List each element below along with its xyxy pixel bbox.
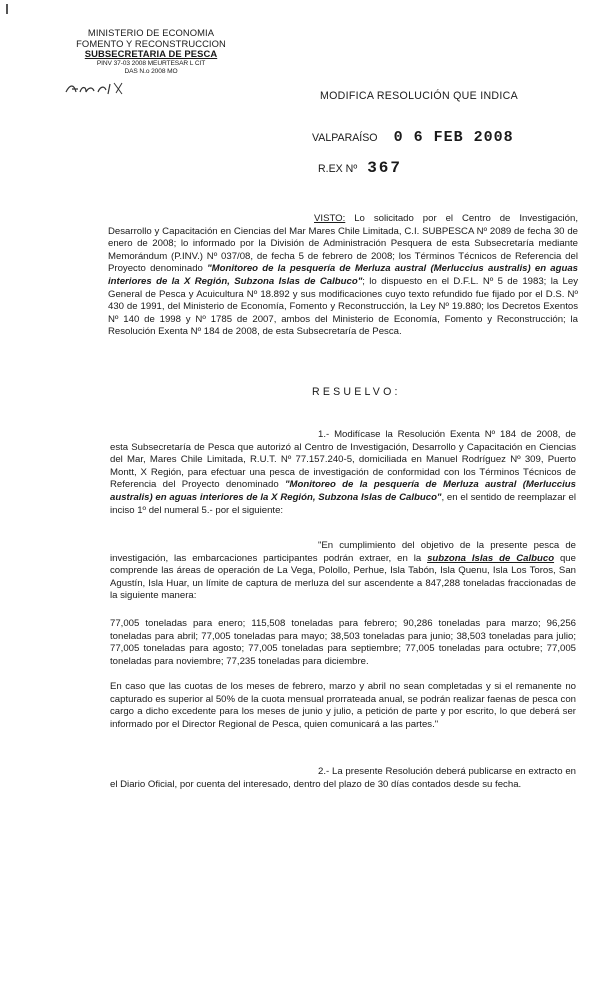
- article-2-paragraph: 2.- La presente Resolución deberá publicarse en extracto en el Diario Oficial, por cuenta del interesado, dentro del plazo de 30 días contados desde su fecha.: [110, 766, 576, 790]
- visto-text-2: ; lo dispuesto en el D.F.L. Nº 5 de 1983; la Ley General de Pesca y Acuicultura Nº 18.892 y sus modificaciones cuyo texto refundido fue fijado por el D.S. Nº 430 de 1991, del Ministerio de Economía, Fomento y Reconstrucción, la Ley Nº 19.880; los Decretos Exentos Nº 140 de 1998 y Nº 1785 de 2007, ambos del Ministerio de Economía, Fomento y Reconstrucción; la Resolución Exenta Nº 184 de 2008, de esta Subsecretaría de Pesca.: [108, 275, 578, 338]
- quote-1-subzone: subzona Islas de Calbuco: [427, 552, 555, 564]
- quote-paragraph-3: En caso que las cuotas de los meses de febrero, marzo y abril no sean completadas y si el remanente no capturado es superior al 50% de la cuota mensual prorrateada anual, se podrán realizar faenas de pesca con cargo a dicho excedente para los meses de junio y julio, a petición de parte y por escrito, lo que deberá ser informado por el Director Regional de Pesca, quien comunicará a las partes.": [110, 681, 576, 730]
- reference-code-2: DAS N.o 2008 MO: [124, 67, 178, 75]
- rex-label: R.EX Nº: [318, 163, 358, 175]
- place-name: VALPARAÍSO: [312, 132, 378, 144]
- quote-1-text-2: que comprende las áreas de operación de La Vega, Polollo, Perhue, Isla Tabón, Isla Quenu, Isla Los Toros, San Agustín, Isla Huar, un límite de captura de merluza del sur ascendente a 847,288 toneladas fraccionadas de la siguiente manera:: [110, 552, 576, 602]
- quote-1-text-1: "En cumplimiento del objetivo de la presente pesca de investigación, las embarcaciones participantes podrán extraer, en la: [110, 540, 576, 564]
- handwritten-initials: [64, 80, 144, 96]
- ministry-name-2: FOMENTO Y RECONSTRUCCION: [76, 37, 226, 49]
- visto-project-title: "Monitoreo de la pesquería de Merluza austral (Merluccius australis) en aguas interiores de la X Región, Subzona Islas de Calbuco": [108, 263, 578, 287]
- article-1-paragraph: [110, 429, 576, 517]
- quota-breakdown-paragraph: 77,005 toneladas para enero; 115,508 toneladas para febrero; 90,286 toneladas para marzo; 96,256 toneladas para abril; 77,005 toneladas para mayo; 38,503 toneladas para junio; 38,503 toneladas para julio; 77,005 toneladas para agosto; 77,005 toneladas para septiembre; 77,005 toneladas para octubre; 77,005 toneladas para noviembre; 77,235 toneladas para diciembre.: [110, 618, 576, 667]
- article-1-project-title: "Monitoreo de la pesquería de Merluza austral (Merluccius australis) en aguas interiores de la X Región, Subzona Islas de Calbuco": [110, 479, 577, 503]
- visto-label: VISTO:: [314, 213, 346, 224]
- visto-paragraph: [108, 213, 578, 339]
- scan-edge-mark: [6, 4, 8, 14]
- date-line: [312, 129, 514, 146]
- visto-text-1: Lo solicitado por el Centro de Investigación, Desarrollo y Capacitación en Ciencias del Mar Mares Chile Limitada, C.I. SUBPESCA Nº 2089 de fecha 30 de enero de 2008; lo informado por la División de Administración Pesquera de esta Subsecretaría mediante Memorándum (P.INV.) Nº 037/08, de fecha 5 de febrero de 2008; los Términos Técnicos de Referencia del Proyecto denominado: [108, 213, 578, 275]
- resolution-number-line: [318, 159, 402, 177]
- rex-number: 367: [367, 159, 403, 177]
- reference-code: PINV 37-03 2008 MEURTESAR L CIT: [96, 59, 206, 67]
- subsecretaria-name: SUBSECRETARIA DE PESCA: [84, 48, 218, 59]
- quote-paragraph-1: [110, 540, 576, 603]
- ministry-name: MINISTERIO DE ECONOMIA: [87, 27, 215, 38]
- article-1-text-2: , en el sentido de reemplazar el inciso 1º del numeral 5.- por el siguiente:: [110, 491, 576, 516]
- letterhead: [56, 28, 246, 76]
- document-subject: MODIFICA RESOLUCIÓN QUE INDICA: [320, 90, 518, 102]
- resuelvo-heading: RESUELVO:: [312, 386, 401, 398]
- article-1-text-1: 1.- Modifícase la Resolución Exenta Nº 184 de 2008, de esta Subsecretaría de Pesca que autorizó al Centro de Investigación, Desarrollo y Capacitación en Ciencias del Mar, Mares Chile Limitada, R.U.T. Nº 77.157.240-5, domiciliada en Manuel Rodríguez Nº 309, Puerto Montt, X Región, para efectuar una pesca de investigación de conformidad con los Términos Técnicos de Referencia del Proyecto denominado: [110, 429, 576, 491]
- date-stamp: 0 6 FEB 2008: [393, 129, 514, 146]
